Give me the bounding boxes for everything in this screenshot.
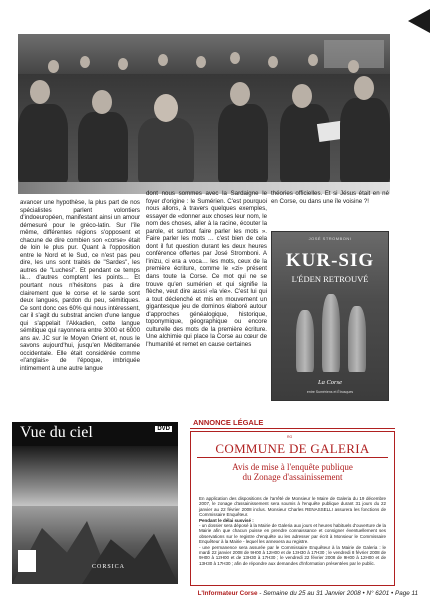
notice-body (199, 496, 386, 566)
menhir-image (296, 310, 314, 372)
legal-badge: RG (287, 435, 293, 439)
dvd-advertisement (12, 422, 178, 584)
article-column-3 (271, 190, 389, 205)
book-subtitle: L'ÉDEN RETROUVÉ (291, 274, 369, 284)
page-footer (0, 590, 418, 597)
book-footer-subtitle: entre Sumériens et Étrusques (306, 390, 354, 394)
publisher-logo (18, 550, 36, 572)
divider (190, 428, 395, 429)
notice-title (191, 462, 394, 482)
legal-notice-heading: ANNONCE LÉGALE (193, 418, 264, 427)
book-author: JOSÉ STROMBONI (308, 236, 352, 241)
publication-name: L'Informateur Corse (197, 590, 258, 597)
article-column-1 (20, 199, 140, 373)
book-footer: La Corse (317, 379, 343, 386)
book-title: KUR-SIG (285, 250, 375, 271)
dvd-title: Vue du ciel (20, 424, 93, 441)
legal-notice-box (190, 431, 395, 586)
notice-paragraph: - un dossier sera déposé à la Mairie de Galeria aux jours et heures habituels d'ouverture de la Mairie afin que chacun puisse en prendre connaissance et consigner éventuellement ses observations sur le registre d'enquête ou les adresser par écrit à Monsieur le Commissaire Enquêteur à la Mairie - lequel les annexera au registre. (199, 523, 386, 545)
article-column-2 (146, 190, 267, 348)
dvd-badge: DVD (157, 426, 170, 432)
next-page-arrow-icon[interactable] (404, 8, 432, 34)
article-text-col1: avancer une hypothèse, la plus part de nos spécialistes parlent volontiers d'indoeuropéen, manifestant ainsi un amour démesuré pour le gréco-latin. Sur l'île même, différentes régions s'opposent et chacune de dire combien son «corse» était de loin le plus pur. Quant à l'opposition entre le Nord et le Sud, ce n'est pas peu dire, les uns sont traités de "Sardes", les autres de "Luchesi". Et pendant ce temps là… d'autres comptent les points… Et pourtant nous n'hésitons pas à dire clairement que le corse et le sarde sont deux langues, pardon du peu, sémitiques. Ce sont donc ces 60% qui nous intéressent, car il s'agit du substrat ancien d'une langue qui s'appelait l'Akkadien, cette langue sémitique qui rayonnera entre 3000 et 6000 ans av. JC sur le Moyen Orient et, nous le savons aujourd'hui, jusqu'en Méditerranée occidentale. Elle était considérée comme «l'anglais» de l'époque, imbriquée intimement à une autre langue (20, 199, 140, 373)
notice-title-line1: Avis de mise à l'enquête publique (232, 462, 353, 472)
audience-photo (18, 34, 390, 182)
issue-info: - Semaine du 25 au 31 Janvier 2008 • N° 6201 • Page 11 (257, 590, 418, 597)
article-text-col2: dont nous sommes avec la Sardaigne le foyer d'origine : le Sumérien. C'est pourquoi nous allons, à travers quelques exemples, essayer de «donner aux choses leur nom, le nom des choses, aller à la racine, écouter la parole, et surtout faire parler les mots ». Faire parler les mots … c'est bien de cela dont il fut question durant les deux heures conférence offertes par José Stromboni. A l'inizu, ci era a voca… les mots, ceux de la première écriture, comme le «zi» présent dans toute la Corse. Ce mot qui ne se trouve qu'en sumérien et qui signifie la flèche, veut dire aussi «la vie». C'est lui qui a tout déclenché et mis en mouvement un gigantesque jeu de dominos élaboré autour d'approches généalogique, historique, toponymique, géographique ou encore culturelle des mots de la première écriture. Une alchimie qui place la Corse au cœur de l'humanité et remet en cause certaines (146, 190, 267, 348)
divider (197, 457, 388, 458)
notice-title-line2: du Zonage d'assainissement (242, 472, 343, 482)
dvd-footer: CORSICA (92, 564, 126, 570)
commune-title: COMMUNE DE GALERIA (215, 441, 370, 456)
notice-label: Pendant le délai susvisé : (199, 517, 254, 523)
notice-paragraph: En application des dispositions de l'arrêté de Monsieur le Maire de Galeria du 19 décembre 2007, le zonage d'assainissement sera soumis à l'enquête publique durant 31 jours du 22 janvier au 22 février 2008 inclus. Monsieur Charles RENASSELLI assurera les fonctions de Commissaire Enquêteur. (199, 496, 386, 518)
article-text-col3: théories officielles. Et si Jésus était en né en Corse, ou dans une île voisine ?! (271, 190, 389, 205)
menhir-image (348, 306, 366, 372)
notice-paragraph: - une permanence sera assurée par le Commissaire Enquêteur à la Mairie de Galeria : le mardi 22 janvier 2008 de 9H00 à 12H00 et de 13H30 à 17H30 ; le vendredi 8 février 2008 de 9H00 à 12H00 et de 13H30 à 17H30 ; le vendredi 22 février 2008 de 9H00 à 12H00 et de 13H30 à 17H30 ; afin de répondre aux demandes d'information présentées par le public. (199, 544, 386, 566)
book-cover (271, 231, 389, 401)
menhir-image (322, 294, 340, 372)
